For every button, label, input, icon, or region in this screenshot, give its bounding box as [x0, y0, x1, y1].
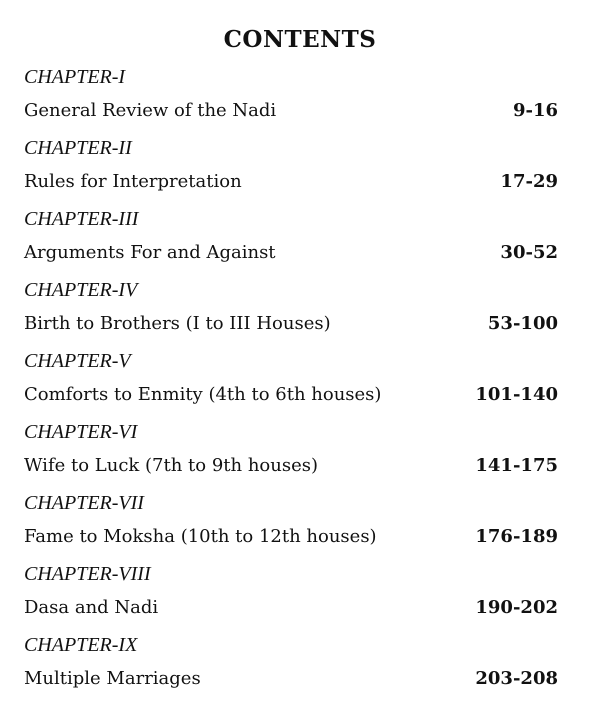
chapter-pages: 30-52 — [500, 242, 558, 263]
chapter-pages: 9-16 — [512, 100, 558, 121]
chapter-label: CHAPTER-VII — [24, 492, 144, 514]
chapter-entry-3 — [24, 208, 564, 279]
chapter-title: Arguments For and Against — [24, 242, 276, 263]
chapter-label: CHAPTER-I — [24, 66, 126, 88]
chapter-pages: 203-208 — [475, 668, 558, 689]
chapter-title: Fame to Moksha (10th to 12th houses) — [24, 526, 377, 547]
page-title: CONTENTS — [223, 26, 377, 53]
chapter-title: Birth to Brothers (I to III Houses) — [24, 313, 331, 334]
chapter-title: Multiple Marriages — [24, 668, 201, 689]
chapter-label: CHAPTER-V — [24, 350, 131, 372]
chapter-entry-6 — [24, 421, 564, 492]
chapter-title: Rules for Interpretation — [24, 171, 242, 192]
chapter-entry-8 — [24, 563, 564, 634]
chapter-label: CHAPTER-III — [24, 208, 139, 230]
chapter-pages: 190-202 — [475, 597, 558, 618]
chapter-title: Wife to Luck (7th to 9th houses) — [24, 455, 319, 476]
chapter-label: CHAPTER-IX — [24, 634, 138, 656]
chapter-title: Comforts to Enmity (4th to 6th houses) — [24, 384, 382, 405]
chapter-pages: 17-29 — [500, 171, 558, 192]
chapter-entry-2 — [24, 137, 564, 208]
chapter-entry-7 — [24, 492, 564, 563]
chapter-entry-4 — [24, 279, 564, 350]
chapter-pages: 176-189 — [475, 526, 558, 547]
chapter-label: CHAPTER-VIII — [24, 563, 151, 585]
chapter-title: Dasa and Nadi — [24, 597, 159, 618]
chapter-entry-1 — [24, 66, 564, 137]
chapter-pages: 141-175 — [475, 455, 558, 476]
chapter-pages: 53-100 — [487, 313, 558, 334]
chapter-label: CHAPTER-IV — [24, 279, 138, 301]
chapter-title: General Review of the Nadi — [24, 100, 277, 121]
chapter-label: CHAPTER-VI — [24, 421, 138, 443]
chapter-pages: 101-140 — [475, 384, 558, 405]
chapter-label: CHAPTER-II — [24, 137, 132, 159]
chapter-entry-5 — [24, 350, 564, 421]
chapter-entry-9 — [24, 634, 564, 705]
